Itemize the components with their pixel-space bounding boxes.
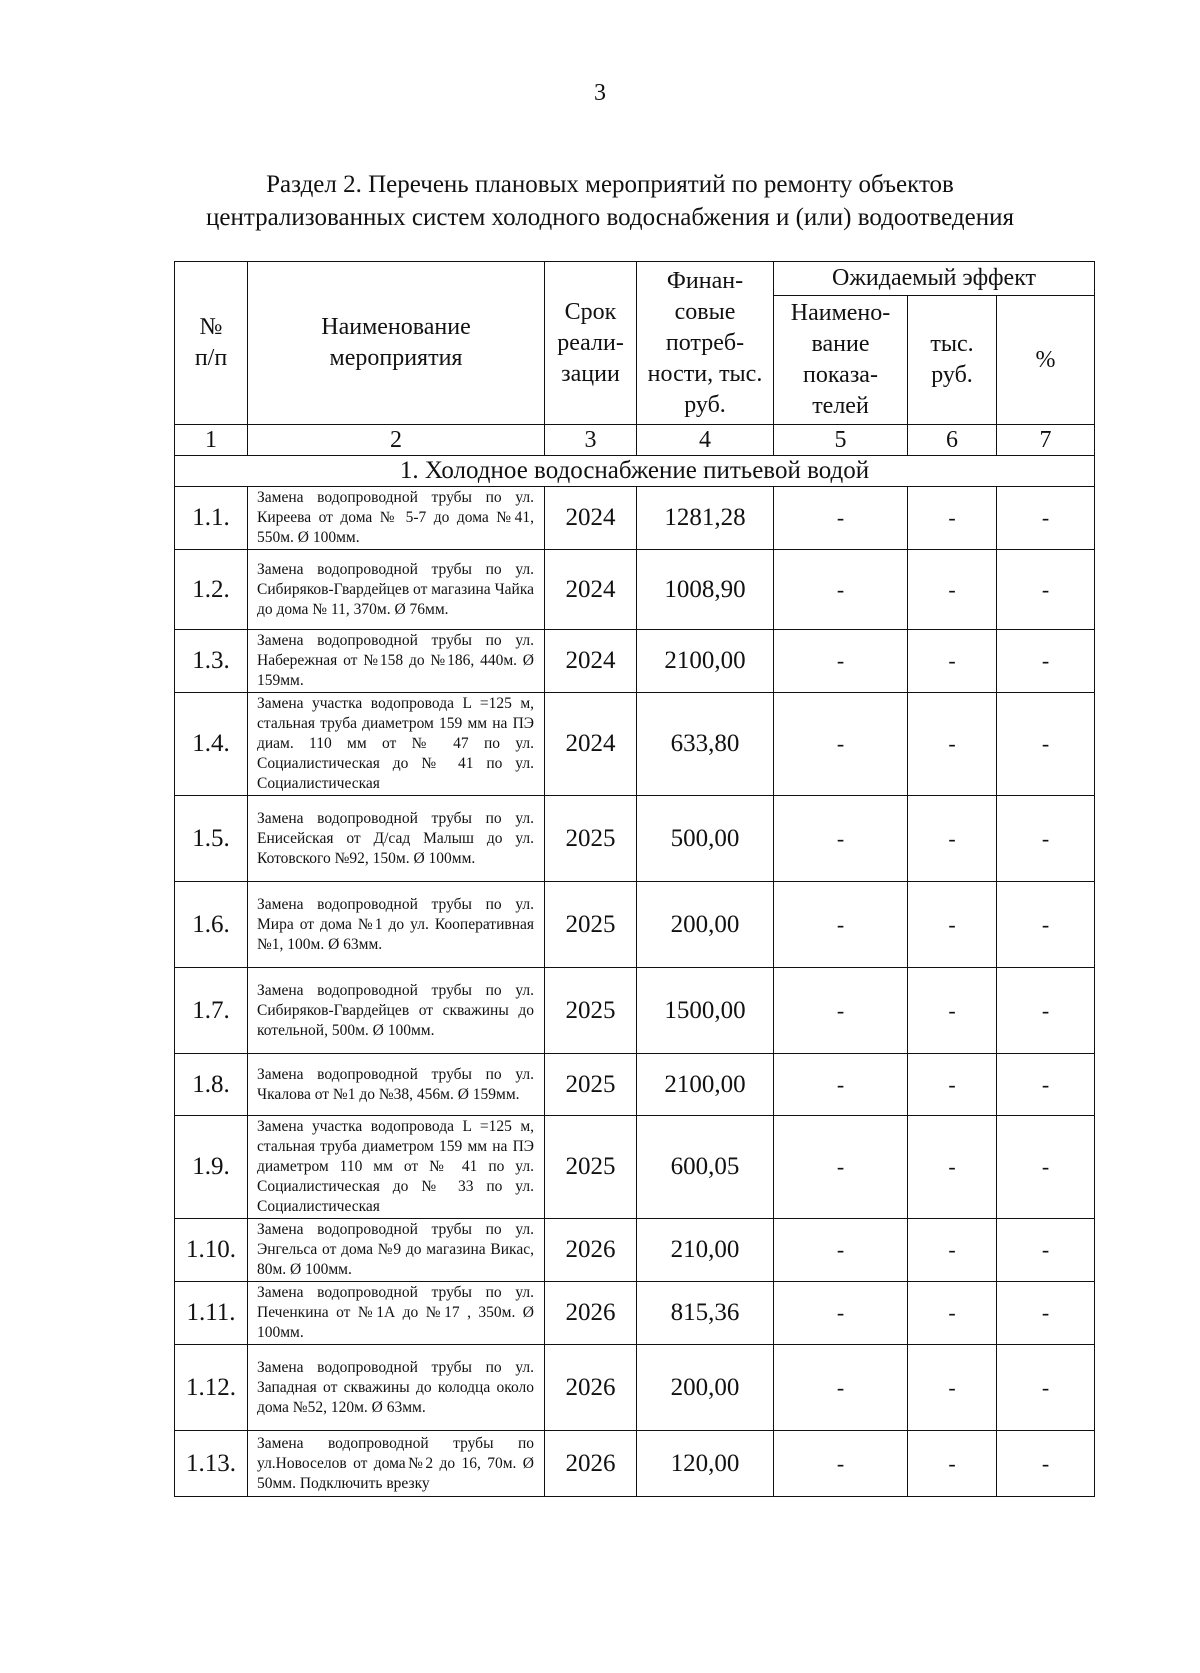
row-number: 1.10. bbox=[175, 1219, 248, 1282]
effect-indicator: - bbox=[774, 693, 908, 796]
effect-percent: - bbox=[997, 1054, 1095, 1116]
effect-indicator: - bbox=[774, 968, 908, 1054]
measure-name bbox=[248, 796, 545, 882]
column-number: 5 bbox=[774, 425, 908, 456]
measure-name bbox=[248, 882, 545, 968]
implementation-year: 2026 bbox=[545, 1282, 637, 1345]
measure-name-text: Замена водопроводной трубы по ул. Энгельса от дома №9 до магазина Викас, 80м. Ø 100мм. bbox=[257, 1221, 534, 1278]
effect-percent: - bbox=[997, 882, 1095, 968]
effect-percent: - bbox=[997, 1219, 1095, 1282]
row-number: 1.6. bbox=[175, 882, 248, 968]
column-number-row bbox=[175, 425, 1095, 456]
implementation-year: 2025 bbox=[545, 796, 637, 882]
row-number: 1.13. bbox=[175, 1431, 248, 1497]
effect-thousand-rub: - bbox=[908, 796, 997, 882]
table-row bbox=[175, 1345, 1095, 1431]
measure-name-text: Замена водопроводной трубы по ул. Сибиряков-Гвардейцев от скважины до котельной, 500м. Ø 100мм. bbox=[257, 981, 534, 1039]
row-number: 1.7. bbox=[175, 968, 248, 1054]
table-row bbox=[175, 487, 1095, 550]
measure-name-text: Замена водопроводной трубы по ул. Киреева от дома № 5-7 до дома №41, 550м. Ø 100мм. bbox=[257, 489, 534, 546]
effect-indicator: - bbox=[774, 1282, 908, 1345]
effect-thousand-rub: - bbox=[908, 1219, 997, 1282]
effect-thousand-rub: - bbox=[908, 882, 997, 968]
implementation-year: 2026 bbox=[545, 1431, 637, 1497]
row-number: 1.2. bbox=[175, 550, 248, 630]
column-number: 6 bbox=[908, 425, 997, 456]
effect-thousand-rub: - bbox=[908, 693, 997, 796]
header-percent: % bbox=[997, 296, 1095, 425]
financial-needs: 200,00 bbox=[637, 882, 774, 968]
measure-name bbox=[248, 1116, 545, 1219]
measure-name-text: Замена водопроводной трубы по ул. Сибиряков-Гвардейцев от магазина Чайка до дома № 11, 370м. Ø 76мм. bbox=[257, 560, 534, 618]
effect-thousand-rub: - bbox=[908, 630, 997, 693]
effect-percent: - bbox=[997, 1431, 1095, 1497]
measure-name bbox=[248, 693, 545, 796]
measure-name bbox=[248, 1282, 545, 1345]
financial-needs: 600,05 bbox=[637, 1116, 774, 1219]
effect-indicator: - bbox=[774, 1345, 908, 1431]
implementation-year: 2024 bbox=[545, 487, 637, 550]
table-row bbox=[175, 550, 1095, 630]
table-row bbox=[175, 796, 1095, 882]
implementation-year: 2024 bbox=[545, 693, 637, 796]
effect-thousand-rub: - bbox=[908, 487, 997, 550]
measure-name bbox=[248, 968, 545, 1054]
effect-indicator: - bbox=[774, 1116, 908, 1219]
effect-thousand-rub: - bbox=[908, 1054, 997, 1116]
effect-thousand-rub: - bbox=[908, 1282, 997, 1345]
effect-percent: - bbox=[997, 1282, 1095, 1345]
financial-needs: 500,00 bbox=[637, 796, 774, 882]
measure-name-text: Замена водопроводной трубы по ул. Набережная от №158 до №186, 440м. Ø 159мм. bbox=[257, 632, 534, 689]
financial-needs: 200,00 bbox=[637, 1345, 774, 1431]
implementation-year: 2025 bbox=[545, 968, 637, 1054]
effect-indicator: - bbox=[774, 1431, 908, 1497]
table-row bbox=[175, 630, 1095, 693]
header-thousand-rub: тыс. руб. bbox=[908, 296, 997, 425]
header-num: № п/п bbox=[175, 262, 248, 425]
row-number: 1.8. bbox=[175, 1054, 248, 1116]
row-number: 1.4. bbox=[175, 693, 248, 796]
effect-percent: - bbox=[997, 796, 1095, 882]
measure-name-text: Замена водопроводной трубы по ул. Западная от скважины до колодца около дома №52, 120м. Ø 63мм. bbox=[257, 1358, 534, 1416]
implementation-year: 2026 bbox=[545, 1219, 637, 1282]
measure-name bbox=[248, 630, 545, 693]
measure-name-text: Замена водопроводной трубы по ул. Енисейская от Д/сад Малыш до ул. Котовского №92, 150м. Ø 100мм. bbox=[257, 809, 534, 867]
effect-percent: - bbox=[997, 1345, 1095, 1431]
measure-name bbox=[248, 1219, 545, 1282]
financial-needs: 210,00 bbox=[637, 1219, 774, 1282]
row-number: 1.1. bbox=[175, 487, 248, 550]
effect-indicator: - bbox=[774, 882, 908, 968]
measure-name bbox=[248, 550, 545, 630]
implementation-year: 2025 bbox=[545, 882, 637, 968]
column-number: 2 bbox=[248, 425, 545, 456]
table-row bbox=[175, 882, 1095, 968]
effect-percent: - bbox=[997, 487, 1095, 550]
table-row bbox=[175, 1054, 1095, 1116]
table-row bbox=[175, 1431, 1095, 1497]
effect-indicator: - bbox=[774, 796, 908, 882]
measure-name bbox=[248, 1054, 545, 1116]
financial-needs: 120,00 bbox=[637, 1431, 774, 1497]
implementation-year: 2024 bbox=[545, 550, 637, 630]
column-number: 7 bbox=[997, 425, 1095, 456]
measure-name bbox=[248, 1431, 545, 1497]
section-title-line-2: централизованных систем холодного водоснабжения и (или) водоотведения bbox=[206, 204, 1014, 231]
effect-percent: - bbox=[997, 1116, 1095, 1219]
effect-percent: - bbox=[997, 550, 1095, 630]
effect-indicator: - bbox=[774, 550, 908, 630]
effect-percent: - bbox=[997, 968, 1095, 1054]
measure-name-text: Замена водопроводной трубы по ул. Мира от дома №1 до ул. Кооперативная №1, 100м. Ø 63мм. bbox=[257, 895, 534, 953]
table-row bbox=[175, 1282, 1095, 1345]
implementation-year: 2025 bbox=[545, 1054, 637, 1116]
financial-needs: 1281,28 bbox=[637, 487, 774, 550]
effect-thousand-rub: - bbox=[908, 1116, 997, 1219]
measure-name-text: Замена участка водопровода L =125 м, стальная труба диаметром 159 мм на ПЭ диам. 110 мм от № 47 по ул. Социалистическая до № 41 по ул. Социалистическая bbox=[257, 695, 534, 792]
measure-name-text: Замена водопроводной трубы по ул.Новоселов от дома№2 до 16, 70м. Ø 50мм. Подключить врезку bbox=[257, 1434, 534, 1492]
header-term: Срок реали- зации bbox=[545, 262, 637, 425]
financial-needs: 2100,00 bbox=[637, 630, 774, 693]
table-row bbox=[175, 968, 1095, 1054]
effect-thousand-rub: - bbox=[908, 1431, 997, 1497]
effect-percent: - bbox=[997, 693, 1095, 796]
effect-percent: - bbox=[997, 630, 1095, 693]
column-number: 1 bbox=[175, 425, 248, 456]
effect-indicator: - bbox=[774, 1219, 908, 1282]
implementation-year: 2025 bbox=[545, 1116, 637, 1219]
effect-thousand-rub: - bbox=[908, 1345, 997, 1431]
effect-thousand-rub: - bbox=[908, 968, 997, 1054]
section-row bbox=[175, 456, 1095, 487]
measure-name-text: Замена водопроводной трубы по ул. Чкалова от №1 до №38, 456м. Ø 159мм. bbox=[257, 1065, 534, 1103]
column-number: 3 bbox=[545, 425, 637, 456]
measure-name-text: Замена участка водопровода L =125 м, стальная труба диаметром 159 мм на ПЭ диаметром 110 мм от № 41 по ул. Социалистическая до № 33 по ул. Социалистическая bbox=[257, 1118, 534, 1215]
column-number: 4 bbox=[637, 425, 774, 456]
section-heading: 1. Холодное водоснабжение питьевой водой bbox=[175, 456, 1095, 487]
measure-name-text: Замена водопроводной трубы по ул. Печенкина от №1А до №17 , 350м. Ø 100мм. bbox=[257, 1284, 534, 1341]
measure-name bbox=[248, 1345, 545, 1431]
header-finance: Финан- совые потреб- ности, тыс. руб. bbox=[637, 262, 774, 425]
row-number: 1.12. bbox=[175, 1345, 248, 1431]
implementation-year: 2024 bbox=[545, 630, 637, 693]
section-title-line-1: Раздел 2. Перечень плановых мероприятий по ремонту объектов bbox=[266, 171, 954, 198]
row-number: 1.5. bbox=[175, 796, 248, 882]
measure-name bbox=[248, 487, 545, 550]
row-number: 1.11. bbox=[175, 1282, 248, 1345]
effect-thousand-rub: - bbox=[908, 550, 997, 630]
financial-needs: 1500,00 bbox=[637, 968, 774, 1054]
row-number: 1.9. bbox=[175, 1116, 248, 1219]
header-indicator: Наимено- вание показа- телей bbox=[774, 296, 908, 425]
row-number: 1.3. bbox=[175, 630, 248, 693]
header-effect: Ожидаемый эффект bbox=[774, 262, 1095, 296]
table-row bbox=[175, 1116, 1095, 1219]
page-number: 3 bbox=[594, 80, 606, 106]
financial-needs: 815,36 bbox=[637, 1282, 774, 1345]
effect-indicator: - bbox=[774, 630, 908, 693]
table-row bbox=[175, 1219, 1095, 1282]
financial-needs: 2100,00 bbox=[637, 1054, 774, 1116]
financial-needs: 633,80 bbox=[637, 693, 774, 796]
implementation-year: 2026 bbox=[545, 1345, 637, 1431]
section-title bbox=[120, 168, 1100, 234]
header-name: Наименование мероприятия bbox=[248, 262, 545, 425]
financial-needs: 1008,90 bbox=[637, 550, 774, 630]
table-row bbox=[175, 693, 1095, 796]
measures-table bbox=[174, 261, 1095, 1497]
effect-indicator: - bbox=[774, 1054, 908, 1116]
effect-indicator: - bbox=[774, 487, 908, 550]
